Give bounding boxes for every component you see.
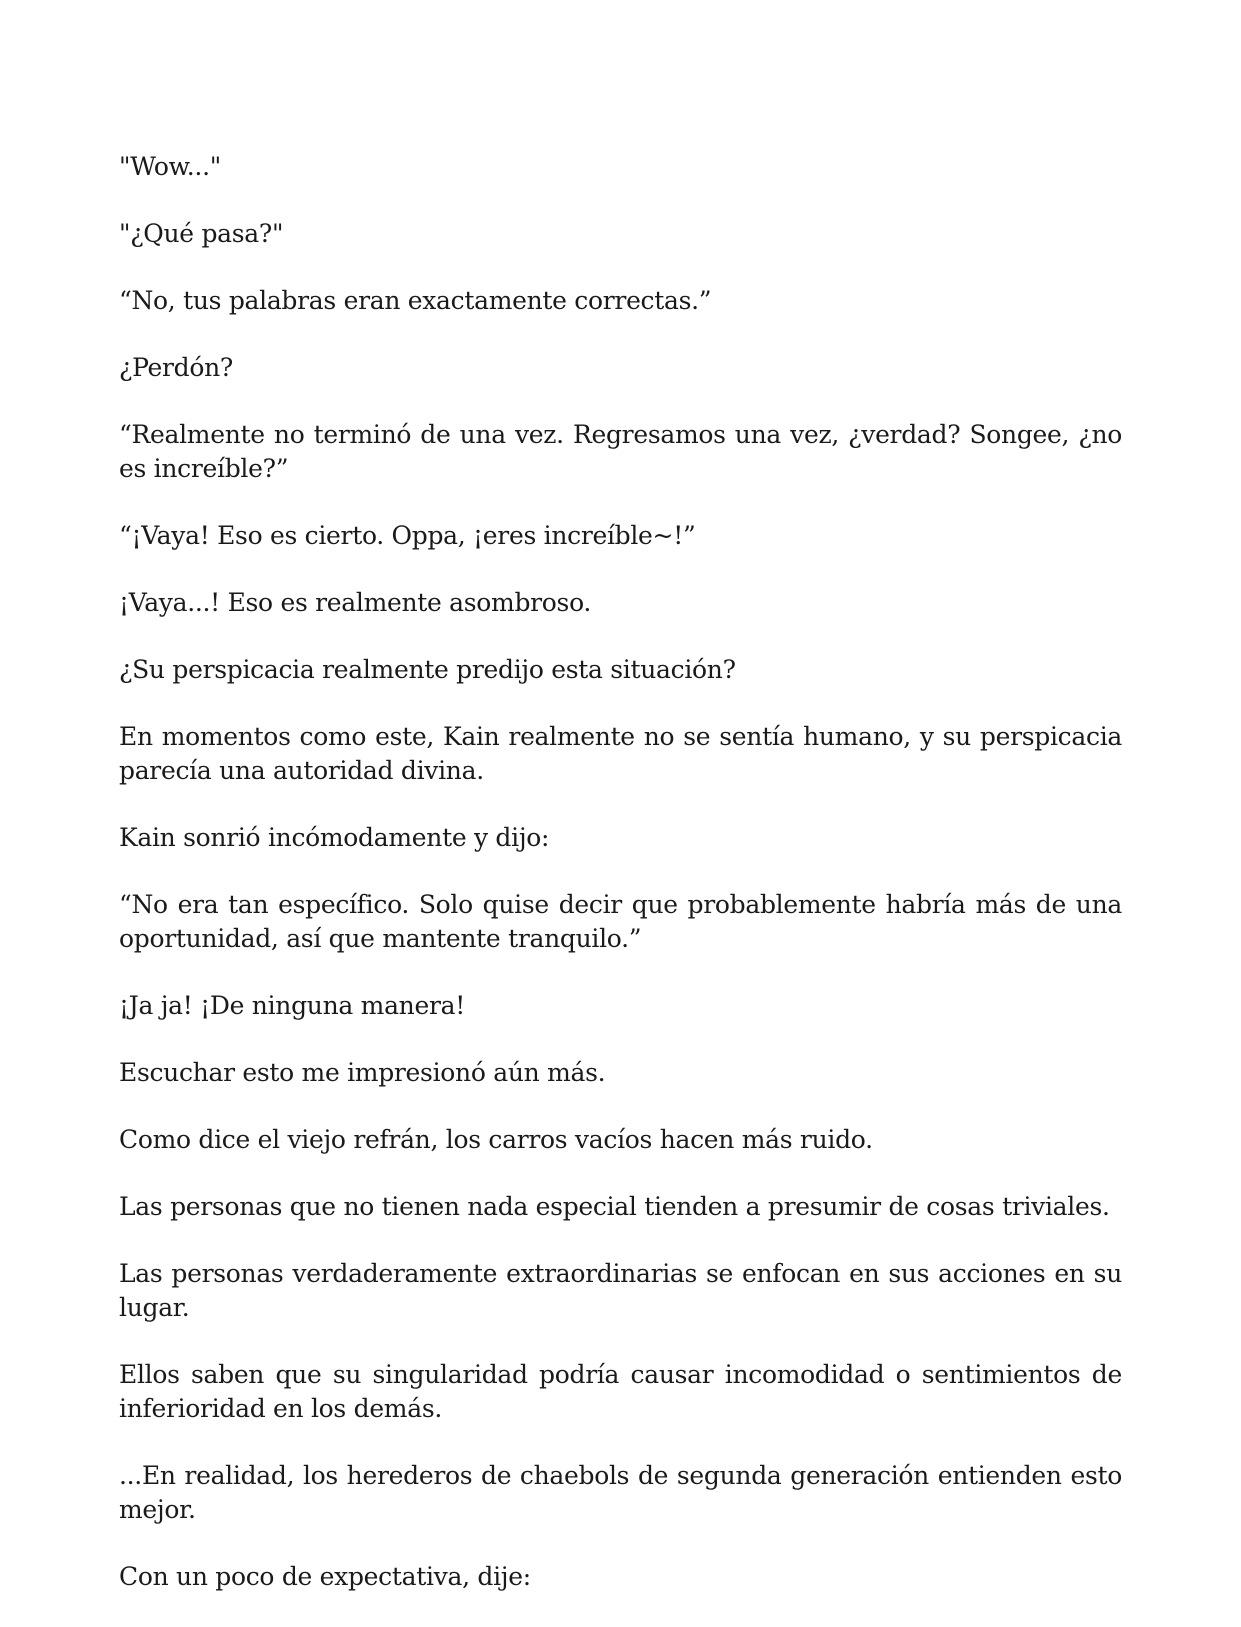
paragraph: Como dice el viejo refrán, los carros vacíos hacen más ruido. (119, 1125, 873, 1154)
paragraph: "Wow..." (119, 152, 221, 181)
paragraph: Las personas que no tienen nada especial tienden a presumir de cosas triviales. (119, 1192, 1110, 1221)
paragraph: Ellos saben que su singularidad podría causar incomodidad o sentimientos de inferioridad en los demás. (119, 1360, 1122, 1423)
paragraph: ¡Ja ja! ¡De ninguna manera! (119, 991, 465, 1020)
paragraph: “¡Vaya! Eso es cierto. Oppa, ¡eres increíble~!” (119, 521, 696, 550)
paragraph: Las personas verdaderamente extraordinarias se enfocan en sus acciones en su lugar. (119, 1259, 1122, 1322)
paragraph: “No, tus palabras eran exactamente correctas.” (119, 286, 712, 315)
paragraph: "¿Qué pasa?" (119, 219, 284, 248)
paragraph: “No era tan específico. Solo quise decir que probablemente habría más de una oportunidad, así que mantente tranquilo.” (119, 890, 1122, 953)
paragraph: Escuchar esto me impresionó aún más. (119, 1058, 606, 1087)
paragraph: ¿Perdón? (119, 353, 234, 382)
paragraph: ¿Su perspicacia realmente predijo esta situación? (119, 655, 736, 684)
paragraph: “Realmente no terminó de una vez. Regresamos una vez, ¿verdad? Songee, ¿no es increíble?” (119, 420, 1122, 483)
body-text (119, 150, 1122, 1627)
paragraph: ...En realidad, los herederos de chaebols de segunda generación entienden esto mejor. (119, 1461, 1122, 1524)
paragraph: Con un poco de expectativa, dije: (119, 1562, 531, 1591)
paragraph: Kain sonrió incómodamente y dijo: (119, 823, 550, 852)
paragraph: ¡Vaya...! Eso es realmente asombroso. (119, 588, 592, 617)
paragraph: En momentos como este, Kain realmente no se sentía humano, y su perspicacia parecía una autoridad divina. (119, 722, 1122, 785)
